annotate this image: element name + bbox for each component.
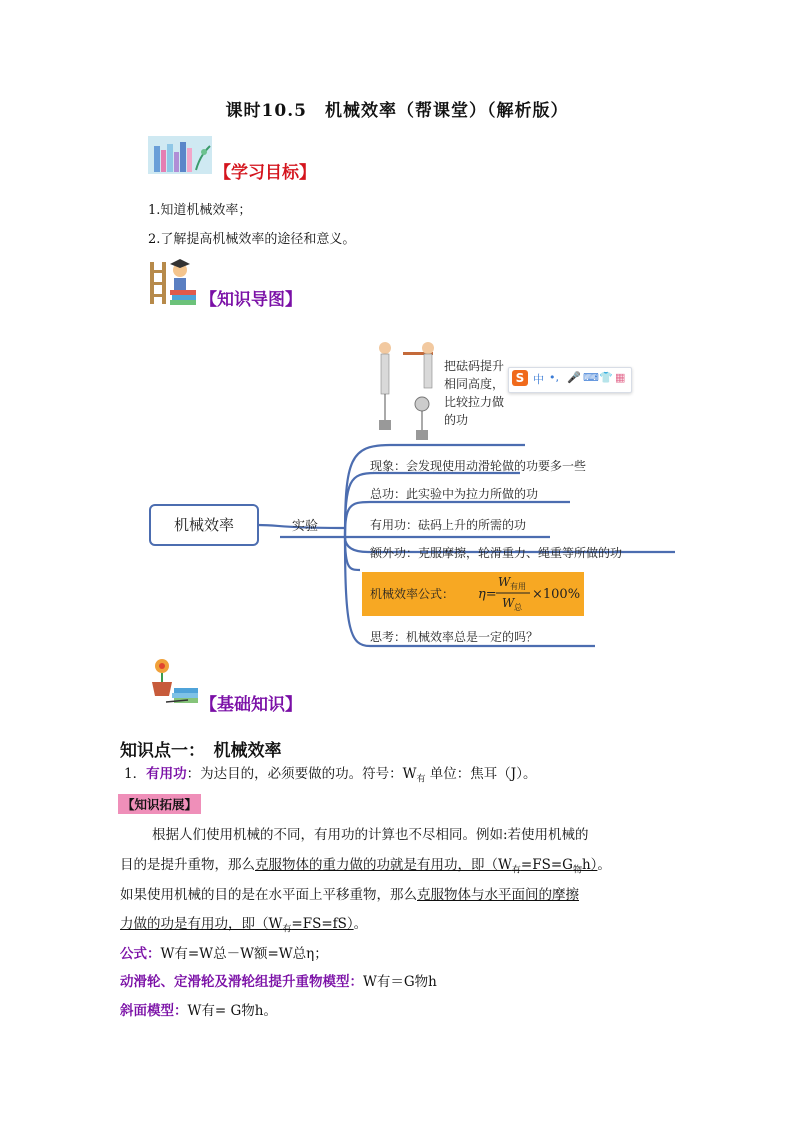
- mic-icon[interactable]: 🎤: [567, 371, 581, 384]
- sub: 有: [511, 865, 521, 876]
- ime-punct[interactable]: •,: [549, 371, 559, 384]
- underlined-answer: [255, 857, 598, 876]
- goal-item: 2.了解提高机械效率的途径和意义。: [148, 232, 356, 247]
- keyboard-icon[interactable]: ⌨: [583, 371, 599, 384]
- graduate-books-icon: [148, 256, 200, 306]
- num-prefix: 1．: [124, 766, 147, 782]
- caption-line: 的功: [444, 413, 469, 427]
- answer-text: =FS=G: [520, 857, 573, 873]
- underlined-answer: [120, 916, 354, 935]
- books-icon: [148, 136, 212, 174]
- flower-pot-icon: [148, 656, 200, 706]
- tag-label: 【知识拓展】: [118, 794, 201, 814]
- shirt-icon[interactable]: 👕: [599, 371, 613, 384]
- root-label: 机械效率: [173, 516, 235, 534]
- formula-label: 机械效率公式：: [370, 587, 455, 601]
- formula-den: W: [502, 596, 515, 610]
- para-text: 根据人们使用机械的不同，有用功的计算也不尽相同。例如:若使用机械的: [152, 827, 589, 843]
- slope-line: [120, 998, 277, 1025]
- answer-text: 克服物体的重力做的功就是有用功，即（W: [255, 857, 512, 873]
- slope-label: 斜面模型：: [120, 1003, 188, 1019]
- mindmap-item: 额外功：克服摩擦，轮滑重力、绳重等所做的功: [370, 546, 623, 560]
- pulley-label: 动滑轮、定滑轮及滑轮组提升重物模型：: [120, 974, 363, 990]
- mindmap-item: 思考：机械效率总是一定的吗？: [370, 630, 539, 644]
- para-line: [120, 911, 367, 944]
- spring-scale-figure: [379, 342, 434, 440]
- useful-work-def: ：为达目的，必须要做的功。符号：W: [186, 766, 417, 782]
- point-heading: 知识点一： 机械效率: [120, 741, 282, 761]
- caption-line: 把砝码提升: [444, 359, 505, 373]
- ime-toolbar[interactable]: [508, 367, 632, 393]
- formula-num-sub: 有用: [510, 582, 526, 591]
- useful-work-line: [124, 761, 536, 794]
- para-line: [120, 882, 579, 909]
- mindmap-item: 有用功：砝码上升的所需的功: [370, 518, 527, 532]
- formula-den-sub: 总: [514, 603, 522, 612]
- mindmap-item: 现象：会发现使用动滑轮做的功要多一些: [370, 459, 587, 473]
- para-text: 。: [597, 857, 611, 873]
- useful-work-term: 有用功: [146, 766, 187, 782]
- para-text: 如果使用机械的目的是在水平面上平移重物，那么: [120, 887, 417, 903]
- sub: 物: [572, 865, 582, 876]
- formula-tail: ×100%: [532, 587, 581, 602]
- knowledge-tag: [118, 794, 201, 814]
- mindmap-heading: 【知识导图】: [200, 290, 302, 310]
- goals-heading: 【学习目标】: [214, 163, 316, 183]
- para-line: [120, 852, 611, 885]
- para-text: 。: [353, 916, 368, 932]
- branch-label: 实验: [292, 519, 319, 534]
- ime-logo[interactable]: S: [512, 370, 528, 386]
- formula-num: W: [498, 575, 511, 589]
- formula-label: 公式：: [120, 946, 161, 962]
- formula-text: W有=W总－W额=W总η；: [160, 946, 328, 962]
- unit: 单位：焦耳（J）。: [425, 766, 537, 782]
- pulley-text: W有＝G物h: [363, 974, 437, 990]
- sub-you: 有: [416, 774, 426, 785]
- formula-eta: η=: [478, 587, 497, 602]
- para-text: 目的是提升重物，那么: [120, 857, 255, 873]
- ime-lang[interactable]: 中: [533, 373, 544, 386]
- slope-text: W有= G物h。: [187, 1003, 277, 1019]
- caption-line: 相同高度，: [444, 377, 505, 391]
- answer-text: h）: [581, 857, 598, 873]
- formula-line: [120, 941, 328, 968]
- pulley-line: [120, 969, 437, 996]
- answer-text: 力做的功是有用功，即（W: [120, 916, 283, 932]
- mindmap-item: 总功：此实验中为拉力所做的功: [370, 487, 539, 501]
- page-title: 课时10.5 机械效率（帮课堂）（解析版）: [225, 101, 569, 121]
- para-line: [152, 822, 589, 849]
- answer-text: =FS=fS）: [291, 916, 354, 932]
- basics-heading: 【基础知识】: [200, 695, 302, 715]
- goal-item: 1.知道机械效率；: [148, 203, 252, 218]
- underlined-answer: 克服物体与水平面间的摩擦: [417, 887, 579, 903]
- caption-line: 比较拉力做: [444, 395, 505, 409]
- grid-icon[interactable]: ▦: [615, 371, 626, 384]
- sub: 有: [282, 924, 292, 935]
